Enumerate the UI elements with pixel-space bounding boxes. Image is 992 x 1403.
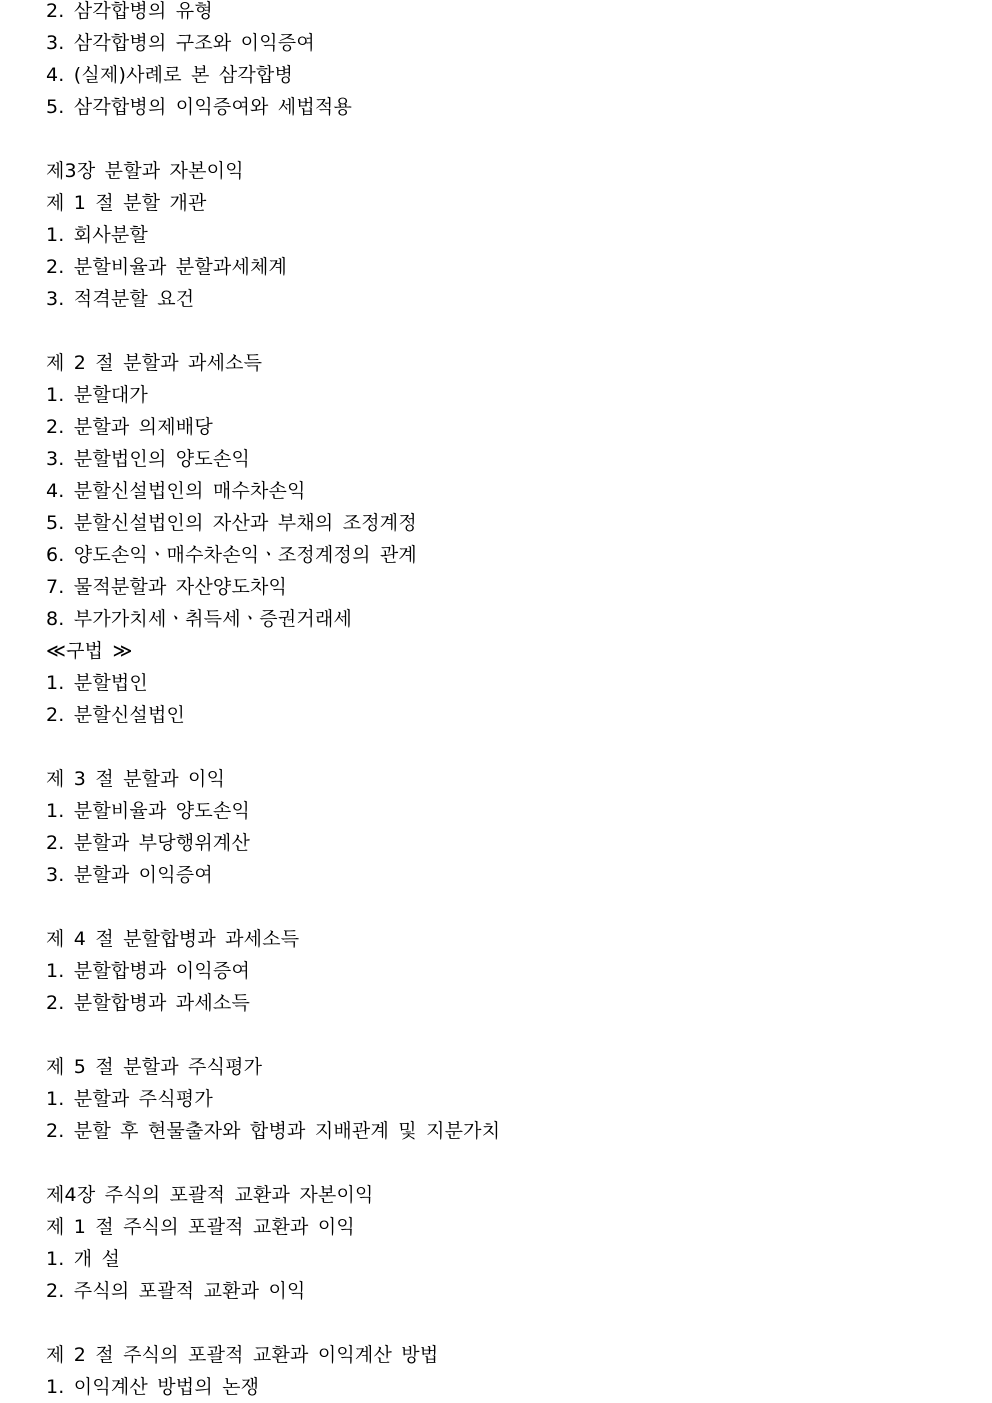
section-heading: 제 2 절 주식의 포괄적 교환과 이익계산 방법 bbox=[46, 1344, 439, 1366]
blank-line bbox=[46, 1019, 966, 1051]
blank-line bbox=[46, 1307, 966, 1339]
blank-line bbox=[46, 123, 966, 155]
list-item: 7. 물적분할과 자산양도차익 bbox=[46, 576, 288, 598]
list-item: 4. 분할신설법인의 매수차손익 bbox=[46, 480, 306, 502]
list-item: 2. 분할과 의제배당 bbox=[46, 416, 213, 438]
list-item: 2. 분할과 부당행위계산 bbox=[46, 832, 250, 854]
chapter-heading: 제3장 분할과 자본이익 bbox=[46, 160, 244, 182]
blank-line bbox=[46, 731, 966, 763]
subsection-heading: ≪구법 ≫ bbox=[46, 640, 133, 662]
list-item: 3. 적격분할 요건 bbox=[46, 288, 195, 310]
section-heading: 제 4 절 분할합병과 과세소득 bbox=[46, 928, 300, 950]
list-item: 4. (실제)사례로 본 삼각합병 bbox=[46, 64, 294, 86]
list-item: 2. 분할신설법인 bbox=[46, 704, 186, 726]
list-item: 1. 회사분할 bbox=[46, 224, 148, 246]
blank-line bbox=[46, 1147, 966, 1179]
list-item: 1. 분할대가 bbox=[46, 384, 148, 406]
chapter-heading: 제4장 주식의 포괄적 교환과 자본이익 bbox=[46, 1184, 374, 1206]
list-item: 8. 부가가치세ㆍ취득세ㆍ증권거래세 bbox=[46, 608, 353, 630]
section-heading: 제 1 절 분할 개관 bbox=[46, 192, 207, 214]
list-item: 3. 삼각합병의 구조와 이익증여 bbox=[46, 32, 315, 54]
list-item: 1. 분할법인 bbox=[46, 672, 148, 694]
list-item: 1. 분할과 주식평가 bbox=[46, 1088, 213, 1110]
list-item: 2. 분할 후 현물출자와 합병과 지배관계 및 지분가치 bbox=[46, 1120, 501, 1142]
document-body bbox=[46, 0, 966, 1403]
list-item: 2. 분할비율과 분할과세체계 bbox=[46, 256, 288, 278]
list-item: 2. 삼각합병의 유형 bbox=[46, 0, 213, 22]
blank-line bbox=[46, 891, 966, 923]
section-heading: 제 1 절 주식의 포괄적 교환과 이익 bbox=[46, 1216, 355, 1238]
list-item: 3. 분할과 이익증여 bbox=[46, 864, 213, 886]
list-item: 1. 분할비율과 양도손익 bbox=[46, 800, 250, 822]
list-item: 6. 양도손익ㆍ매수차손익ㆍ조정계정의 관계 bbox=[46, 544, 417, 566]
section-heading: 제 3 절 분할과 이익 bbox=[46, 768, 226, 790]
list-item: 1. 분할합병과 이익증여 bbox=[46, 960, 250, 982]
list-item: 3. 분할법인의 양도손익 bbox=[46, 448, 250, 470]
list-item: 2. 분할합병과 과세소득 bbox=[46, 992, 250, 1014]
list-item: 5. 삼각합병의 이익증여와 세법적용 bbox=[46, 96, 353, 118]
list-item: 2. 주식의 포괄적 교환과 이익 bbox=[46, 1280, 306, 1302]
list-item: 5. 분할신설법인의 자산과 부채의 조정계정 bbox=[46, 512, 417, 534]
list-item: 1. 이익계산 방법의 논쟁 bbox=[46, 1376, 260, 1398]
list-item: 1. 개 설 bbox=[46, 1248, 121, 1270]
section-heading: 제 2 절 분할과 과세소득 bbox=[46, 352, 263, 374]
blank-line bbox=[46, 315, 966, 347]
section-heading: 제 5 절 분할과 주식평가 bbox=[46, 1056, 263, 1078]
